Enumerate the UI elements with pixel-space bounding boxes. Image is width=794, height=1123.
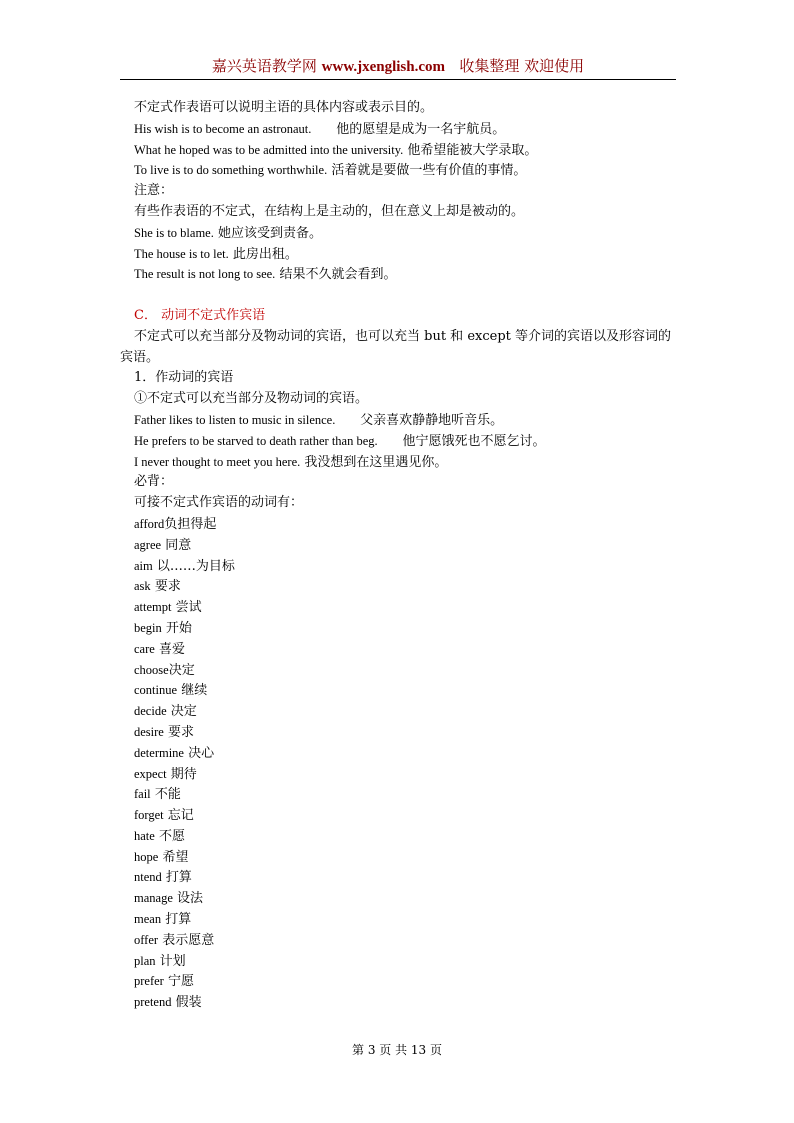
verb-en: agree	[134, 537, 162, 552]
verb-en: afford	[134, 516, 165, 531]
verb-item	[120, 680, 680, 701]
verb-zh: 尝试	[175, 600, 202, 616]
verb-item	[120, 597, 680, 618]
verb-zh: 决定	[170, 704, 197, 720]
header-divider	[120, 79, 676, 80]
verb-item	[120, 805, 680, 826]
verb-item	[120, 618, 680, 639]
verb-item	[120, 784, 680, 805]
point-text: ①不定式可以充当部分及物动词的宾语。	[134, 391, 369, 407]
example-zh: 结果不久就会看到。	[279, 267, 397, 283]
verb-en: forget	[134, 808, 164, 823]
example-zh: 他宁愿饿死也不愿乞讨。	[402, 433, 546, 449]
verb-zh: 打算	[165, 912, 192, 928]
verb-en: ask	[134, 579, 151, 594]
verb-zh: 计划	[159, 953, 186, 969]
example-sentence	[120, 160, 680, 181]
verb-item	[120, 660, 680, 681]
verb-en: offer	[134, 932, 159, 947]
verb-en: hate	[134, 828, 155, 843]
verb-item	[120, 535, 680, 556]
verb-zh: 表示愿意	[162, 932, 215, 948]
verb-zh: 喜爱	[158, 641, 185, 657]
page-header	[120, 56, 676, 77]
verb-zh: 要求	[154, 579, 181, 595]
verb-en: expect	[134, 766, 167, 781]
example-sentence	[120, 119, 680, 140]
verb-en: manage	[134, 891, 173, 906]
verb-zh: 不愿	[158, 828, 185, 844]
example-en: He prefers to be starved to death rather than beg.	[134, 433, 378, 448]
verb-zh: 负担得起	[164, 516, 217, 532]
site-url-link[interactable]: www.jxenglish.com	[321, 59, 446, 75]
note-label: 注意：	[134, 183, 174, 199]
verb-zh: 假装	[175, 995, 202, 1011]
section-c-intro-text: 不定式可以充当部分及物动词的宾语，也可以充当 but 和 except 等介词的宾语以及形容词的宾语。	[120, 328, 671, 365]
page-footer	[0, 1042, 794, 1058]
verb-item	[120, 951, 680, 972]
verb-zh: 继续	[181, 683, 208, 699]
verb-en: attempt	[134, 600, 172, 615]
section-c-heading: C． 动词不定式作宾语	[134, 307, 266, 323]
verb-item	[120, 576, 680, 597]
section-c-intro	[120, 327, 680, 369]
verb-en: prefer	[134, 974, 164, 989]
subsection-title: 1．作动词的宾语	[134, 370, 234, 386]
verb-en: aim	[134, 558, 153, 573]
verb-item	[120, 930, 680, 951]
verb-zh: 设法	[177, 891, 204, 907]
example-en: What he hoped was to be admitted into the university.	[134, 142, 404, 157]
verb-item	[120, 847, 680, 868]
example-en: Father likes to listen to music in silence.	[134, 412, 336, 427]
example-en: She is to blame.	[134, 225, 214, 240]
verb-zh: 希望	[162, 849, 189, 865]
verb-en: begin	[134, 620, 162, 635]
verb-en: pretend	[134, 995, 172, 1010]
verb-item	[120, 826, 680, 847]
note-example	[120, 244, 680, 265]
example-sentence	[120, 431, 680, 452]
verb-item	[120, 764, 680, 785]
note-example	[120, 264, 680, 285]
verb-item	[120, 743, 680, 764]
verb-zh: 决定	[168, 662, 195, 678]
verb-zh: 期待	[170, 766, 197, 782]
verb-zh: 宁愿	[167, 974, 194, 990]
verb-item	[120, 992, 680, 1013]
verb-item	[120, 639, 680, 660]
must-memorize-label: 必背：	[134, 474, 174, 490]
verb-en: choose	[134, 662, 169, 677]
example-zh: 她应该受到责备。	[218, 225, 323, 241]
page-number: 第 3 页 共 13 页	[352, 1043, 442, 1057]
example-zh: 父亲喜欢静静地听音乐。	[360, 412, 504, 428]
example-zh: 此房出租。	[232, 246, 298, 262]
example-sentence	[120, 452, 680, 473]
verb-en: desire	[134, 724, 164, 739]
example-zh: 活着就是要做一些有价值的事情。	[331, 163, 527, 179]
verb-en: decide	[134, 704, 167, 719]
verb-en: plan	[134, 953, 156, 968]
verb-item	[120, 701, 680, 722]
verb-list-intro: 可接不定式作宾语的动词有：	[134, 495, 304, 511]
verb-en: ntend	[134, 870, 162, 885]
verb-zh: 要求	[168, 724, 195, 740]
verb-item	[120, 888, 680, 909]
example-en: The result is not long to see.	[134, 267, 276, 282]
section-spacer	[120, 285, 680, 306]
site-slogan: 收集整理 欢迎使用	[459, 57, 585, 75]
document-body	[120, 98, 680, 1013]
note-text: 有些作表语的不定式，在结构上是主动的，但在意义上却是被动的。	[134, 203, 525, 219]
section-b-intro: 不定式作表语可以说明主语的具体内容或表示目的。	[134, 100, 434, 115]
verb-item	[120, 722, 680, 743]
verb-en: mean	[134, 912, 162, 927]
site-name: 嘉兴英语教学网	[211, 57, 317, 75]
example-zh: 他的愿望是成为一名宇航员。	[336, 121, 506, 137]
verb-en: care	[134, 641, 155, 656]
verb-en: hope	[134, 849, 159, 864]
example-en: The house is to let.	[134, 246, 229, 261]
verb-item	[120, 514, 680, 535]
verb-list	[120, 514, 680, 1013]
verb-zh: 同意	[165, 537, 192, 553]
example-zh: 我没想到在这里遇见你。	[304, 454, 448, 470]
verb-zh: 决心	[188, 745, 215, 761]
example-en: To live is to do something worthwhile.	[134, 163, 328, 178]
example-en: His wish is to become an astronaut.	[134, 121, 312, 136]
verb-zh: 不能	[154, 787, 181, 803]
verb-en: determine	[134, 745, 184, 760]
example-sentence	[120, 140, 680, 161]
verb-item	[120, 971, 680, 992]
verb-item	[120, 556, 680, 577]
verb-zh: 开始	[165, 620, 192, 636]
verb-en: continue	[134, 683, 178, 698]
example-en: I never thought to meet you here.	[134, 454, 301, 469]
example-sentence	[120, 410, 680, 431]
verb-item	[120, 867, 680, 888]
verb-zh: 忘记	[167, 808, 194, 824]
example-zh: 他希望能被大学录取。	[407, 142, 538, 158]
verb-zh: 打算	[165, 870, 192, 886]
verb-en: fail	[134, 787, 151, 802]
verb-zh: 以……为目标	[156, 558, 235, 574]
verb-item	[120, 909, 680, 930]
note-example	[120, 223, 680, 244]
